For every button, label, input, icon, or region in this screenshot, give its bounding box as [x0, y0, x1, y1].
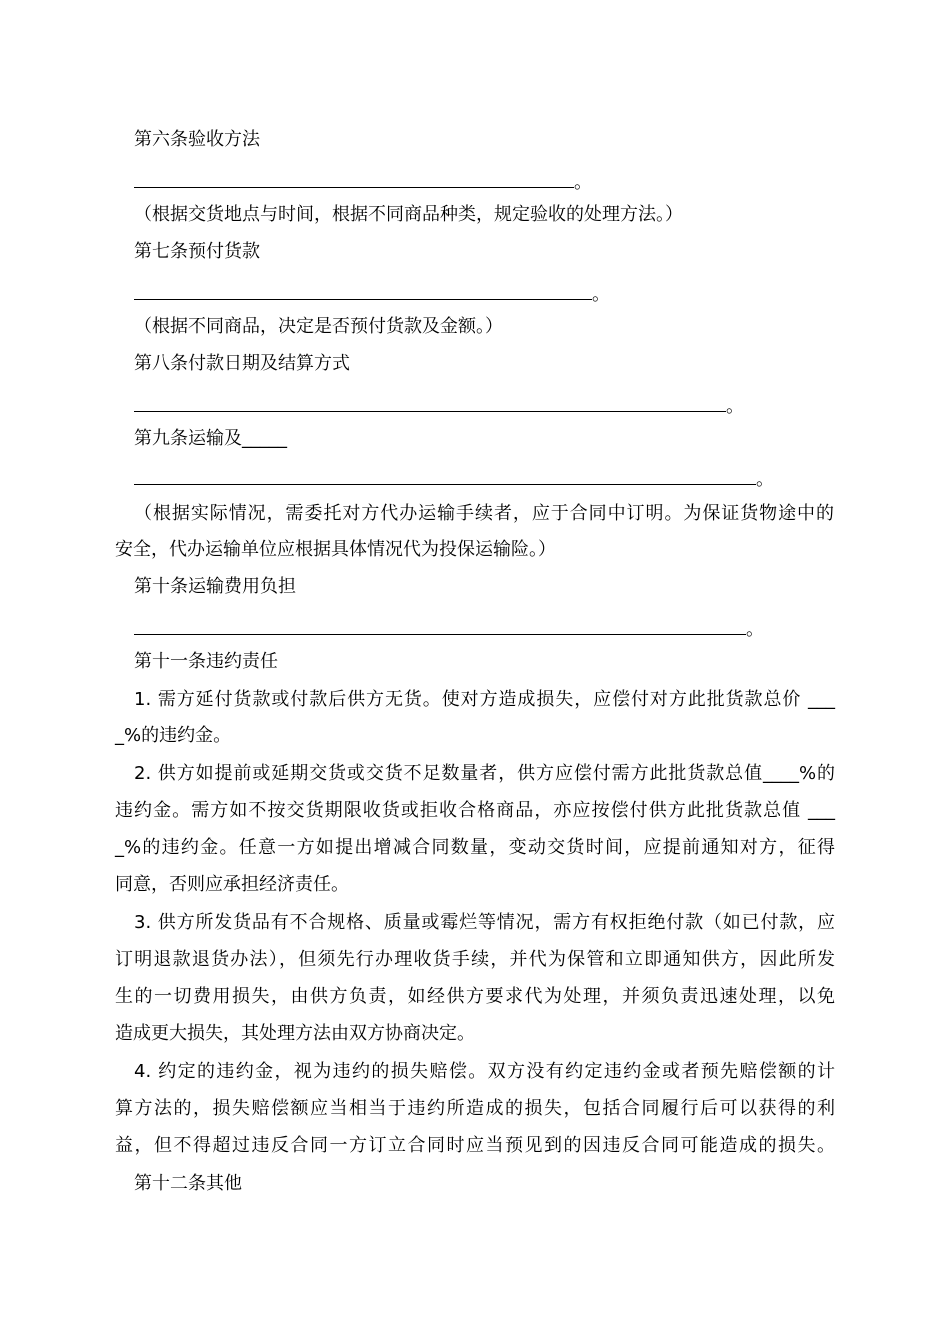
article-9-note-line-1: （根据实际情况，需委托对方代办运输手续者，应于合同中订明。为保证货物途中的: [134, 503, 834, 524]
clause-1-line-2: _%的违约金。: [115, 725, 232, 746]
blank-underline: [134, 285, 592, 300]
article-6-fill-line: [134, 168, 592, 192]
period: 。: [592, 284, 610, 305]
clause-2-line-3: _%的违约金。任意一方如提出增减合同数量，变动交货时间，应提前通知对方，征得: [115, 837, 835, 858]
clause-3-line-2: 订明退款退货办法），但须先行办理收货手续，并代为保管和立即通知供方，因此所发: [115, 949, 835, 970]
article-8-title: 第八条付款日期及结算方式: [134, 353, 350, 374]
clause-1-line-1: 1. 需方延付货款或付款后供方无货。使对方造成损失，应偿付对方此批货款总价 ___: [134, 689, 835, 710]
period: 。: [574, 172, 592, 193]
article-10-title: 第十条运输费用负担: [134, 576, 296, 597]
article-7-note: （根据不同商品，决定是否预付货款及金额。）: [134, 316, 503, 337]
clause-2-line-2: 违约金。需方如不按交货期限收货或拒收合格商品，亦应按偿付供方此批货款总值 ___: [115, 800, 835, 821]
blank-underline: [134, 470, 756, 485]
clause-3-line-4: 造成更大损失，其处理方法由双方协商决定。: [115, 1023, 475, 1044]
clause-4-line-3: 益，但不得超过违反合同一方订立合同时应当预见到的因违反合同可能造成的损失。: [115, 1135, 835, 1156]
clause-4-line-2: 算方法的，损失赔偿额应当相当于违约所造成的损失，包括合同履行后可以获得的利: [115, 1098, 835, 1119]
clause-4-line-1: 4. 约定的违约金，视为违约的损失赔偿。双方没有约定违约金或者预先赔偿额的计: [134, 1061, 835, 1082]
article-6-title: 第六条验收方法: [134, 129, 260, 150]
article-11-title: 第十一条违约责任: [134, 651, 278, 672]
article-8-fill-line: [134, 392, 744, 416]
article-9-title: 第九条运输及_____: [134, 428, 287, 449]
article-7-title: 第七条预付货款: [134, 241, 260, 262]
clause-3-line-1: 3. 供方所发货品有不合规格、质量或霉烂等情况，需方有权拒绝付款（如已付款，应: [134, 912, 835, 933]
blank-underline: [134, 620, 746, 635]
period: 。: [726, 396, 744, 417]
blank-underline: [134, 173, 574, 188]
article-12-title: 第十二条其他: [134, 1173, 242, 1194]
article-10-fill-line: [134, 615, 764, 639]
article-6-note: （根据交货地点与时间，根据不同商品种类，规定验收的处理方法。）: [134, 204, 683, 225]
clause-3-line-3: 生的一切费用损失，由供方负责，如经供方要求代为处理，并须负责迅速处理，以免: [115, 986, 835, 1007]
clause-2-line-1: 2. 供方如提前或延期交货或交货不足数量者，供方应偿付需方此批货款总值____%的: [134, 763, 835, 784]
blank-underline: [134, 397, 726, 412]
period: 。: [746, 619, 764, 640]
article-7-fill-line: [134, 280, 610, 304]
clause-2-line-4: 同意，否则应承担经济责任。: [115, 874, 349, 895]
article-9-fill-line: [134, 465, 774, 489]
period: 。: [756, 469, 774, 490]
article-9-note-line-2: 安全，代办运输单位应根据具体情况代为投保运输险。）: [115, 539, 556, 560]
